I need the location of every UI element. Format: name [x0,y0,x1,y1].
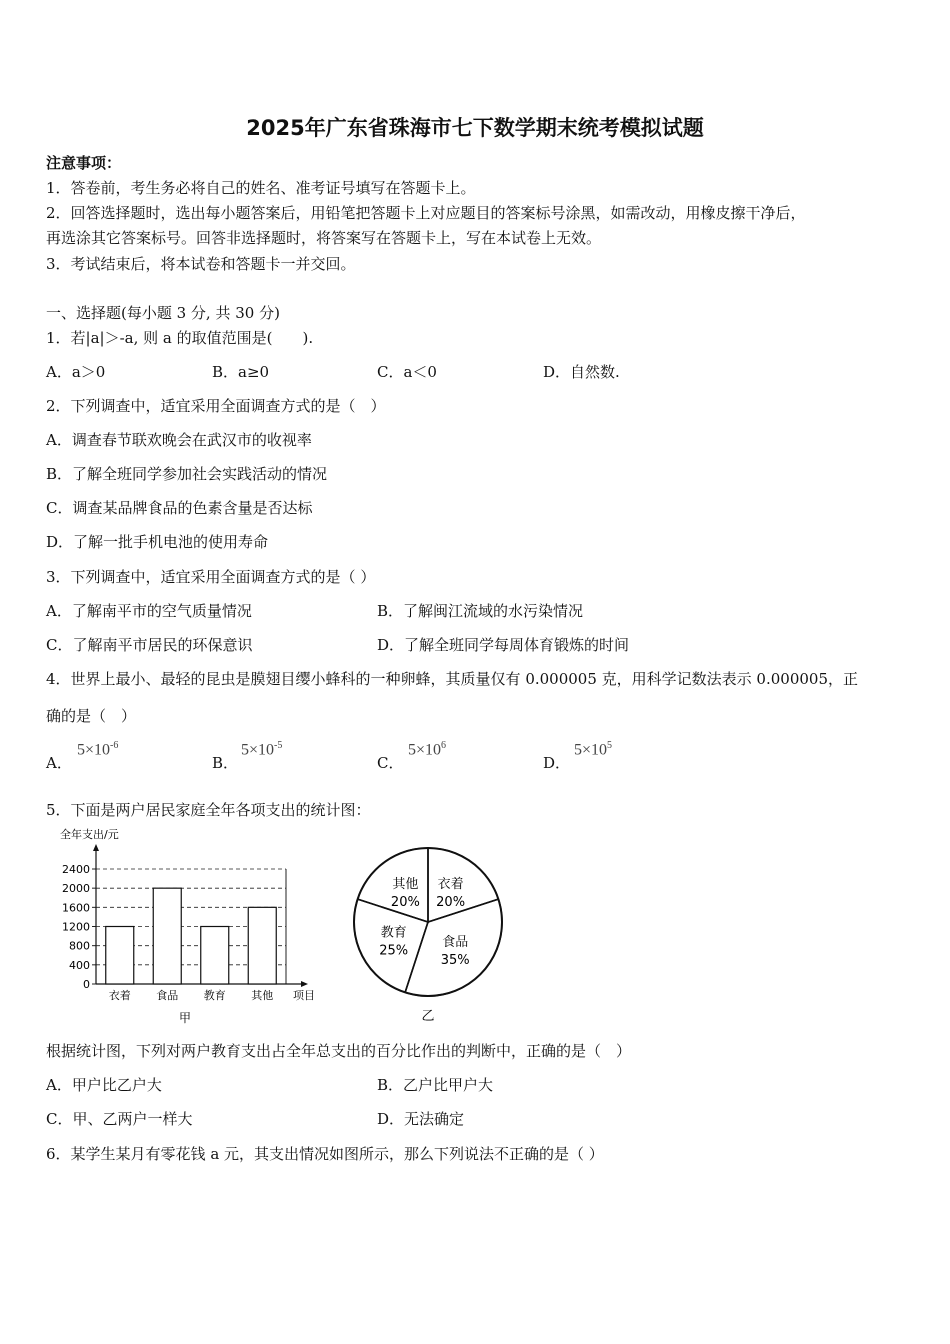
q3-option-a: A．了解南平市的空气质量情况 [46,602,252,620]
q4-option-d-label: D． [543,754,571,772]
q5-stem: 5．下面是两户居民家庭全年各项支出的统计图： [46,801,371,819]
pie-slice-label: 其他 [392,876,419,892]
q6-stem: 6．某学生某月有零花钱 a 元，其支出情况如图所示，那么下列说法不正确的是（ ） [46,1145,604,1163]
q1-stem: 1．若|a|＞-a, 则 a 的取值范围是( ). [46,329,314,347]
q4-option-d-value: $5\times 10^5$ [574,740,613,759]
pie-slice-label: 教育 [380,925,407,941]
x-tick-label: 其他 [251,989,274,1002]
q4-option-a-value: $5\times 10^{-6}$ [77,740,119,759]
bar-chart-ylabel: 全年支出/元 [60,828,119,841]
y-tick-label: 2000 [62,882,90,896]
pie-slice-percent: 20% [390,894,420,910]
y-axis-arrow [93,844,99,851]
q4-option-c-value: $5\times 10^6$ [408,740,447,759]
q1-option-d: D．自然数. [543,363,620,381]
y-tick-label: 0 [83,978,90,991]
q3-option-c: C．了解南平市居民的环保意识 [46,636,253,654]
x-tick-label: 食品 [156,989,179,1002]
q1-option-a: A．a＞0 [46,363,106,381]
q2-option-c: C．调查某品牌食品的色素含量是否达标 [46,499,313,517]
pie-slice-label: 食品 [442,935,469,951]
q4-stem: 4．世界上最小、最轻的昆虫是膜翅目缨小蜂科的一种卵蜂，其质量仅有 0.000005 克，用科学记数法表示 0.000005，正 [46,670,858,688]
bar-chart-title: 甲 [178,1011,192,1025]
bar [201,927,229,985]
pie-chart [346,845,511,1025]
q3-option-d: D．了解全班同学每周体育锻炼的时间 [377,636,630,654]
notice-item: 1．答卷前，考生务必将自己的姓名、准考证号填写在答题卡上。 [46,179,476,197]
section-heading: 一、选择题(每小题 3 分, 共 30 分) [46,304,280,322]
q5-option-d: D．无法确定 [377,1110,465,1128]
q5-option-b: B．乙户比甲户大 [377,1076,494,1094]
bar [248,907,276,984]
pie-slice-label: 衣着 [437,876,464,892]
notice-item: 再选涂其它答案标号。回答非选择题时，将答案写在答题卡上，写在本试卷上无效。 [46,229,602,247]
bar-chart-xlabel: 项目 [293,989,315,1002]
notice-heading: 注意事项： [46,154,122,172]
q4-option-b-label: B． [212,754,239,772]
q4-stem-cont: 确的是（ ） [46,707,137,725]
bar [153,888,181,984]
q2-stem: 2．下列调查中，适宜采用全面调查方式的是（ ） [46,397,386,415]
q3-stem: 3．下列调查中，适宜采用全面调查方式的是（ ） [46,568,376,586]
pie-slice-percent: 35% [440,953,470,969]
x-axis-arrow [301,981,308,987]
y-tick-label: 1600 [62,901,90,915]
bar-chart [46,822,336,1030]
pie-slice-percent: 20% [436,894,466,910]
y-tick-label: 400 [69,958,90,972]
q3-option-b: B．了解闽江流域的水污染情况 [377,602,584,620]
y-tick-label: 800 [69,939,90,953]
q2-option-d: D．了解一批手机电池的使用寿命 [46,533,269,551]
q5-question: 根据统计图，下列对两户教育支出占全年总支出的百分比作出的判断中，正确的是（ ） [46,1042,632,1060]
q4-option-b-value: $5\times 10^{-5}$ [241,740,283,759]
x-tick-label: 衣着 [108,989,131,1002]
q2-option-b: B．了解全班同学参加社会实践活动的情况 [46,465,328,483]
bar [106,927,134,985]
q4-option-c-label: C． [377,754,404,772]
q5-option-c: C．甲、乙两户一样大 [46,1110,193,1128]
q1-option-c: C．a＜0 [377,363,437,381]
notice-item: 2．回答选择题时，选出每小题答案后，用铅笔把答题卡上对应题目的答案标号涂黑，如需改动，用橡皮擦干净后， [46,204,806,222]
q5-option-a: A．甲户比乙户大 [46,1076,162,1094]
q2-option-a: A．调查春节联欢晚会在武汉市的收视率 [46,431,312,449]
page-title: 2025年广东省珠海市七下数学期末统考模拟试题 [246,116,704,140]
q1-option-b: B．a≥0 [212,363,270,381]
pie-slice-percent: 25% [379,943,409,959]
notice-item: 3．考试结束后，将本试卷和答题卡一并交回。 [46,255,356,273]
y-tick-label: 2400 [62,863,90,876]
q4-option-a-label: A． [46,754,72,772]
pie-chart-title: 乙 [421,1009,435,1024]
x-tick-label: 教育 [203,989,226,1002]
y-tick-label: 1200 [62,920,90,934]
